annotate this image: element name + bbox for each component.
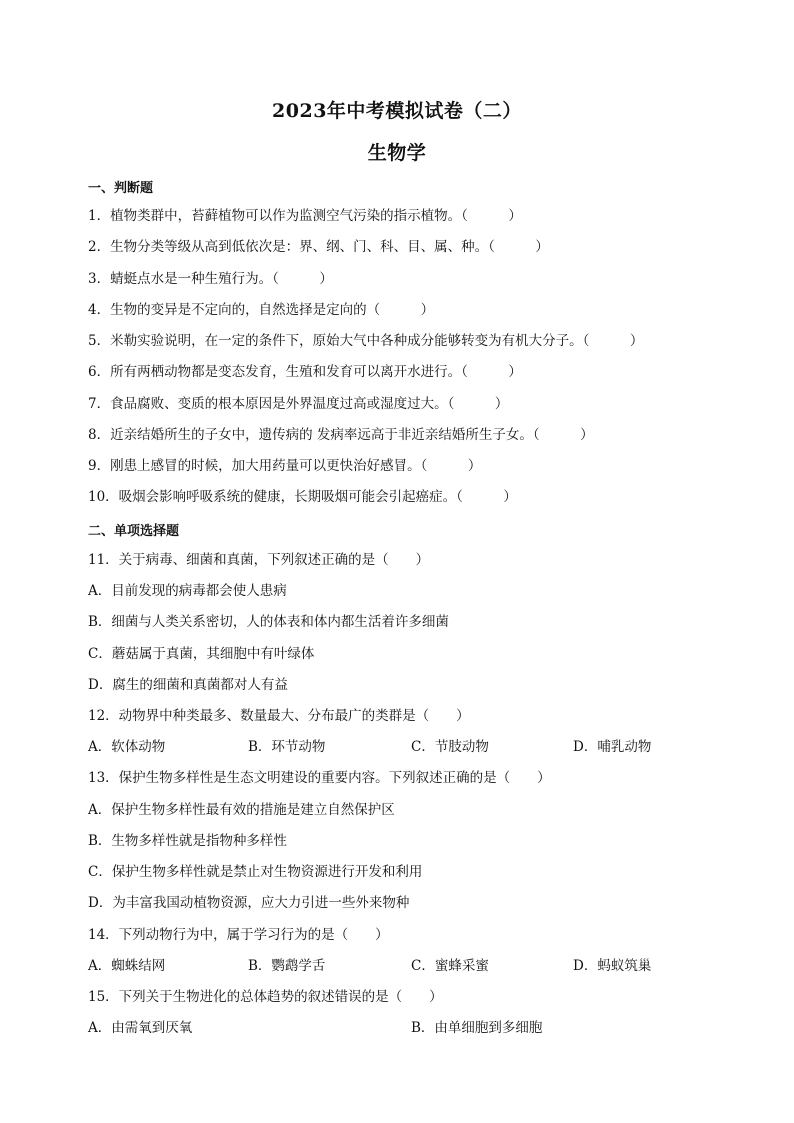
question-14-stem: 14．下列动物行为中，属于学习行为的是（ ）: [88, 927, 389, 943]
question-11-option-d: D．腐生的细菌和真菌都对人有益: [88, 677, 288, 693]
question-14-option-a: A．蜘蛛结网: [88, 958, 166, 974]
question-8: 8．近亲结婚所生的子女中，遗传病的 发病率远高于非近亲结婚所生子女。（ ）: [88, 427, 594, 443]
question-12-option-c: C．节肢动物: [411, 739, 489, 755]
question-4: 4．生物的变异是不定向的，自然选择是定向的（ ）: [88, 302, 435, 318]
question-15-option-b: B．由单细胞到多细胞: [411, 1020, 543, 1036]
question-11-option-b: B．细菌与人类关系密切，人的体表和体内都生活着许多细菌: [88, 614, 449, 630]
exam-title: 2023年中考模拟试卷（二）: [272, 100, 522, 122]
exam-subject: 生物学: [367, 142, 427, 164]
section-heading-single-choice: 二、单项选择题: [88, 524, 180, 539]
question-13-option-c: C．保护生物多样性就是禁止对生物资源进行开发和利用: [88, 864, 423, 880]
question-11-stem: 11．关于病毒、细菌和真菌，下列叙述正确的是（ ）: [88, 552, 430, 568]
question-12-option-b: B．环节动物: [248, 739, 326, 755]
question-13-option-d: D．为丰富我国动植物资源，应大力引进一些外来物种: [88, 895, 410, 911]
question-14-option-c: C．蜜蜂采蜜: [411, 958, 489, 974]
question-2: 2．生物分类等级从高到低依次是：界、纲、门、科、目、属、种。（ ）: [88, 239, 549, 255]
question-13-option-b: B．生物多样性就是指物种多样性: [88, 833, 287, 849]
question-12-option-a: A．软体动物: [88, 739, 166, 755]
question-13-stem: 13．保护生物多样性是生态文明建设的重要内容。下列叙述正确的是（ ）: [88, 770, 551, 786]
question-14-option-b: B．鹦鹉学舌: [248, 958, 326, 974]
question-14-option-d: D．蚂蚁筑巢: [573, 958, 652, 974]
question-12-option-d: D．哺乳动物: [573, 739, 652, 755]
question-9: 9．刚患上感冒的时候，加大用药量可以更快治好感冒。（ ）: [88, 458, 482, 474]
question-1: 1．植物类群中，苔藓植物可以作为监测空气污染的指示植物。（ ）: [88, 208, 522, 224]
question-11-option-a: A．目前发现的病毒都会使人患病: [88, 583, 287, 599]
question-12-stem: 12．动物界中种类最多、数量最大、分布最广的类群是（ ）: [88, 708, 470, 724]
question-15-option-a: A．由需氧到厌氧: [88, 1020, 193, 1036]
question-11-option-c: C．蘑菇属于真菌，其细胞中有叶绿体: [88, 646, 315, 662]
question-10: 10．吸烟会影响呼吸系统的健康，长期吸烟可能会引起癌症。（ ）: [88, 489, 517, 505]
question-5: 5．米勒实验说明，在一定的条件下，原始大气中各种成分能够转变为有机大分子。（ ）: [88, 333, 644, 349]
question-6: 6．所有两栖动物都是变态发育，生殖和发育可以离开水进行。（ ）: [88, 364, 522, 380]
question-7: 7．食品腐败、变质的根本原因是外界温度过高或湿度过大。（ ）: [88, 396, 509, 412]
question-15-stem: 15．下列关于生物进化的总体趋势的叙述错误的是（ ）: [88, 989, 443, 1005]
question-13-option-a: A．保护生物多样性最有效的措施是建立自然保护区: [88, 802, 395, 818]
question-3: 3．蜻蜓点水是一种生殖行为。（ ）: [88, 271, 333, 287]
section-heading-true-false: 一、判断题: [88, 181, 154, 196]
